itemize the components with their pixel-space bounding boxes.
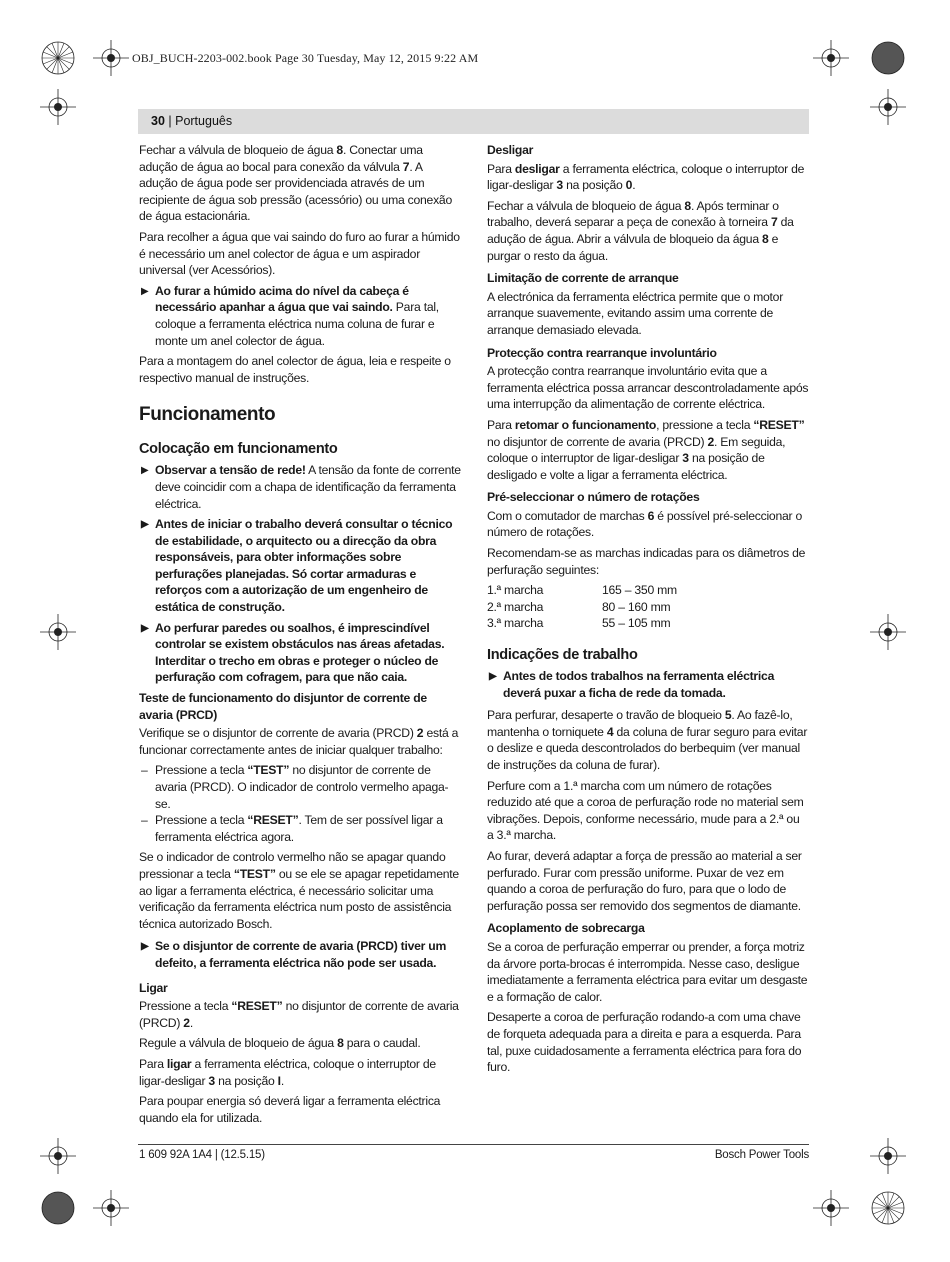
paragraph: Para perfurar, desaperte o travão de bloqueio 5. Ao fazê-lo, mantenha o torniquete 4 da coluna de furar seguro para evitar o deslize e queda descontrolados do berbequim (ver manual de instruções da coluna de furar). [487,708,808,772]
heading-limitacao: Limitação de corrente de arranque [487,271,679,286]
speed-row: 3.ª marcha 55 – 105 mm [487,616,671,631]
page-header-bar [138,109,809,134]
registration-mark-right-top [870,89,906,125]
paragraph: Para retomar o funcionamento, pressione a tecla “RESET” no disjuntor de corrente de avaria (PRCD) 2. Em seguida, coloque o interruptor de ligar-desligar 3 na posição de desligado e volte a ligar a ferramenta eléctrica. [487,417,805,482]
registration-mark-top-right [813,40,849,76]
paragraph: Se o indicador de controlo vermelho não se apagar quando pressionar a tecla “TEST” ou se ele se apagar repetidamente ao ligar a ferramenta eléctrica, é necessário solicitar uma verificação da ferramenta eléctrica num posto de assistência técnica autorizado Bosch. [139,850,459,931]
paragraph: Para poupar energia só deverá ligar a ferramenta eléctrica quando ela for utilizada. [139,1094,441,1125]
paragraph: Pressione a tecla “RESET” no disjuntor de corrente de avaria (PRCD) 2. [139,999,459,1030]
registration-mark-bottom-right [813,1190,849,1226]
warning-triangle-icon: ▶ [141,285,149,297]
heading-preselec: Pré-seleccionar o número de rotações [487,490,700,505]
crop-mark-top-left-circle [40,40,76,76]
heading-desligar: Desligar [487,143,534,157]
registration-mark-right-middle [870,614,906,650]
left-column [139,142,461,1130]
crop-mark-bottom-right-circle [870,1190,906,1226]
footer-document-number: 1 609 92A 1A4 | (12.5.15) [139,1149,265,1161]
warning-item: ▶ Antes de iniciar o trabalho deverá consultar o técnico de estabilidade, o arquitecto ou a direcção da obra responsáveis, para obter informações sobre perfurações planejadas. Só cortar armaduras e reforços com a autorização de um engenheiro de estática de construção. [141,517,453,615]
subsection-heading-colocacao: Colocação em funcionamento [139,441,338,458]
registration-mark-right-bottom [870,1138,906,1174]
paragraph: Desaperte a coroa de perfuração rodando-a com uma chave de forqueta adequada para a direita e para a esquerda. Para tal, puxe cuidadosamente a ferramenta eléctrica para fora do furo. [487,1010,802,1075]
warning-item: ▶ Antes de todos trabalhos na ferramenta eléctrica deverá puxar a ficha de rede da tomada. [489,669,775,700]
paragraph: Regule a válvula de bloqueio de água 8 para o caudal. [139,1036,421,1051]
warning-triangle-icon: ▶ [141,465,149,477]
heading-proteccao: Protecção contra rearranque involuntário [487,345,717,360]
crop-mark-bottom-left-disc [40,1190,76,1226]
warning-item: ▶ Ao perfurar paredes ou soalhos, é imprescindível controlar se existem obstáculos nas áreas afetadas. Interditar o trecho em obras e proteger o núcleo de perfuração com cofragem, para que não caia. [141,620,445,685]
warning-triangle-icon: ▶ [141,622,149,634]
heading-acoplamento: Acoplamento de sobrecarga [487,921,645,936]
right-column [487,142,809,1080]
paragraph: Para ligar a ferramenta eléctrica, coloque o interruptor de ligar-desligar 3 na posição I. [139,1056,436,1088]
paragraph: Para desligar a ferramenta eléctrica, coloque o interruptor de ligar-desligar 3 na posição 0. [487,161,805,193]
paragraph: Com o comutador de marchas 6 é possível pré-seleccionar o número de rotações. [487,508,802,540]
warning-item: ▶ Observar a tensão de rede! A tensão da fonte de corrente deve coincidir com a chapa de identificação da ferramenta eléctrica. [141,463,461,511]
paragraph: Para a montagem do anel colector de água, leia e respeite o respectivo manual de instruções. [139,354,451,385]
paragraph: Fechar a válvula de bloqueio de água 8. Após terminar o trabalho, deverá separar a peça de conexão à torneira 7 da adução de água. Abrir a válvula de bloqueio da água 8 e purgar o resto da água. [487,198,794,263]
list-item: – Pressione a tecla “RESET”. Tem de ser possível ligar a ferramenta eléctrica agora. [141,813,443,844]
print-slug-line: OBJ_BUCH-2203-002.book Page 30 Tuesday, May 12, 2015 9:22 AM [132,51,479,65]
header-language: Português [175,114,233,128]
warning-triangle-icon: ▶ [489,671,497,683]
header-separator: | [164,114,176,128]
crop-mark-top-right-disc [870,40,906,76]
speed-table [487,582,809,632]
paragraph: Para recolher a água que vai saindo do furo ao furar a húmido é necessário um anel colector de água e um aspirador universal (ver Acessórios). [139,229,460,278]
paragraph: Fechar a válvula de bloqueio de água 8. Conectar uma adução de água ao bocal para conexão da válvula 7. A adução de água pode ser providenciada através de um recipiente de água sob pressão (acessório) ou uma conexão de água estacionária. [139,143,452,224]
paragraph: Verifique se o disjuntor de corrente de avaria (PRCD) 2 está a funcionar correctamente antes de iniciar qualquer trabalho: [139,726,459,757]
heading-teste-prcd: Teste de funcionamento do disjuntor de corrente de avaria (PRCD) [139,691,427,722]
registration-mark-left-bottom [40,1138,76,1174]
paragraph: Perfure com a 1.ª marcha com um número de rotações reduzido até que a coroa de perfuração rode no material sem vibrações. Depois, conforme necessário, mude para a 2.ª ou a 3.ª marcha. [487,778,804,843]
paragraph: Ao furar, deverá adaptar a força de pressão ao material a ser perfurado. Furar com pressão uniforme. Puxar de vez em quando a coroa de perfuração do furo, para que o lodo de perfuração possa ser removido dos segmentos de diamante. [487,848,802,913]
subsection-heading-indicacoes: Indicações de trabalho [487,647,638,664]
section-heading-funcionamento: Funcionamento [139,404,276,426]
page-number: 30 [151,114,165,128]
paragraph: Recomendam-se as marchas indicadas para os diâmetros de perfuração seguintes: [487,546,806,577]
warning-triangle-icon: ▶ [141,519,149,531]
warning-item: ▶ Se o disjuntor de corrente de avaria (PRCD) tiver um defeito, a ferramenta eléctrica não pode ser usada. [141,939,447,970]
footer-divider [138,1144,809,1145]
page-header [151,114,232,128]
registration-mark-left-top [40,89,76,125]
registration-mark-top [93,40,129,76]
warning-item: ▶ Ao furar a húmido acima do nível da cabeça é necessário apanhar a água que vai saindo. Para tal, coloque a ferramenta eléctrica numa coluna de furar e monte um anel colector de água. [141,283,439,348]
speed-row: 1.ª marcha 165 – 350 mm [487,583,677,598]
paragraph: Se a coroa de perfuração emperrar ou prender, a força motriz da árvore porta-brocas é interrompida. Nesse caso, desligue imediatamente a ferramenta eléctrica para evitar um desgaste e a formação de calor. [487,939,808,1004]
footer-brand: Bosch Power Tools [714,1149,809,1161]
speed-row: 2.ª marcha 80 – 160 mm [487,599,671,614]
registration-mark-bottom [93,1190,129,1226]
paragraph: A protecção contra rearranque involuntário evita que a ferramenta eléctrica possa arrancar descontroladamente após uma interrupção da alimentação de corrente eléctrica. [487,364,809,412]
warning-triangle-icon: ▶ [141,941,149,953]
heading-ligar: Ligar [139,980,168,995]
paragraph: A electrónica da ferramenta eléctrica permite que o motor arranque suavemente, evitando assim uma corrente de arranque demasiado elevada. [487,289,784,337]
list-item: – Pressione a tecla “TEST” no disjuntor de corrente de avaria (PRCD). O indicador de controlo vermelho apaga-se. [141,763,449,811]
registration-mark-left-middle [40,614,76,650]
